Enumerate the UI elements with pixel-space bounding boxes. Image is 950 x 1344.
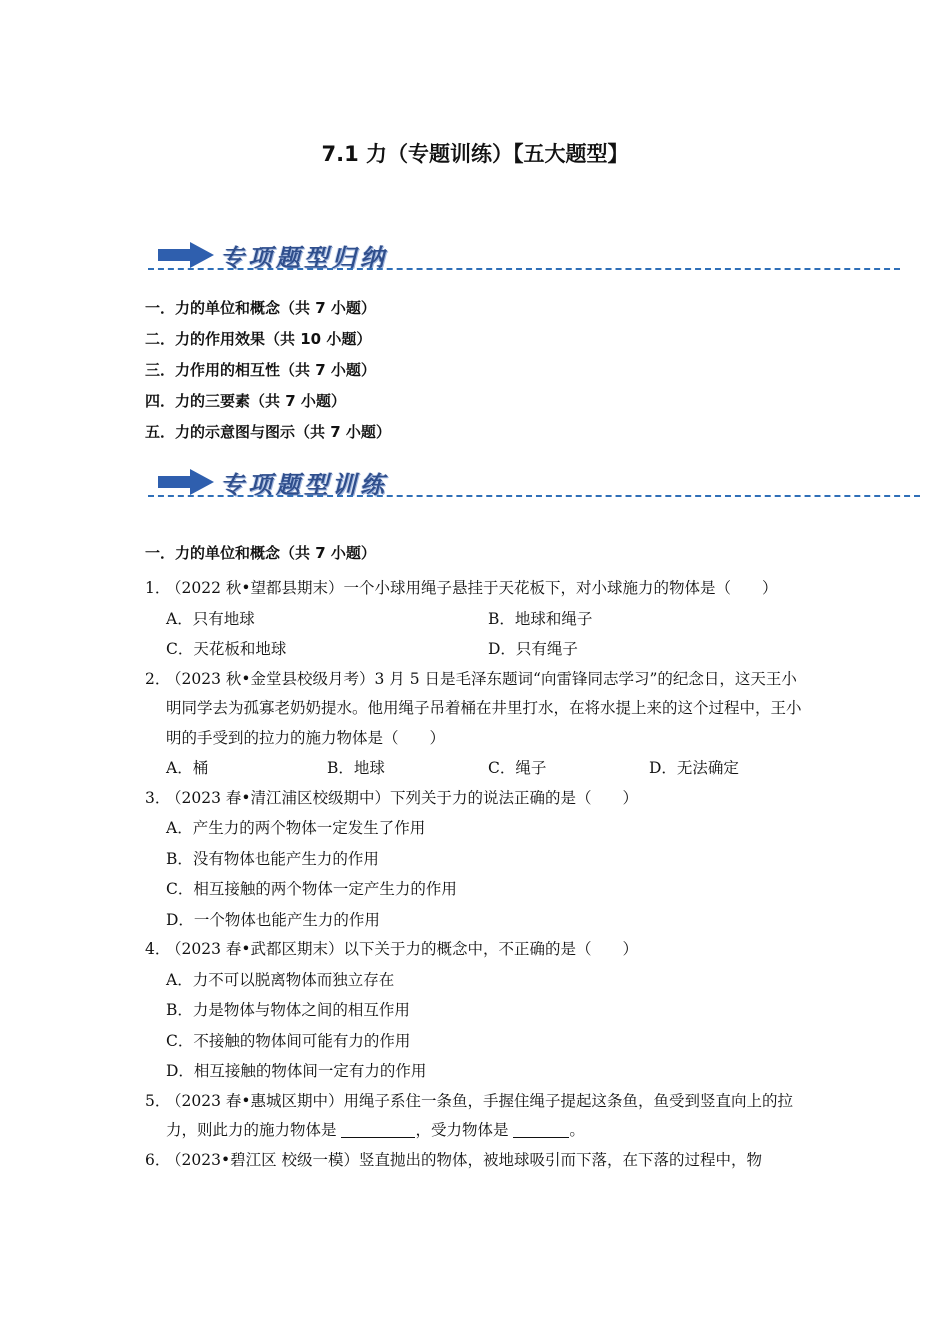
- page-title: 7.1 力（专题训练）【五大题型】: [321, 142, 629, 166]
- question-number: 6．: [145, 1150, 171, 1169]
- dashed-divider: [148, 495, 920, 497]
- section-heading: 一．力的单位和概念（共 7 小题）: [145, 544, 376, 562]
- question-3: [145, 784, 810, 814]
- question-text: （2023 春•清江浦区校级期中）下列关于力的说法正确的是（ ）: [166, 788, 639, 807]
- question-6: [145, 1146, 810, 1176]
- question-number: 1．: [145, 579, 171, 597]
- topic-item: 三．力作用的相互性（共 7 小题）: [145, 361, 376, 379]
- option-b: B．没有物体也能产生力的作用: [166, 849, 379, 868]
- section-banner-summary: [148, 238, 900, 278]
- options-4: [145, 965, 810, 1087]
- option-c: C．绳子: [488, 759, 547, 777]
- topic-item: 五．力的示意图与图示（共 7 小题）: [145, 423, 391, 441]
- option-b: B．地球: [327, 759, 385, 777]
- option-a: A．只有地球: [166, 609, 255, 628]
- banner-title-summary: 专项题型归纳: [220, 244, 388, 272]
- topic-item: 四．力的三要素（共 7 小题）: [145, 392, 346, 410]
- options-1: [145, 604, 810, 665]
- options-2: [145, 753, 810, 784]
- question-number: 3．: [145, 788, 171, 807]
- question-text: （2023 春•武都区期末）以下关于力的概念中，不正确的是（ ）: [166, 940, 639, 958]
- question-text-part: （2023 春•惠城区期中）用绳子系住一条鱼，手握住绳子提起这条鱼，鱼受到竖直向上的拉力，则此力的施力物体是: [166, 1091, 794, 1139]
- option-c: C．相互接触的两个物体一定产生力的作用: [166, 880, 457, 898]
- options-3: [145, 813, 810, 935]
- banner-title-training: 专项题型训练: [220, 471, 388, 499]
- option-d: D．相互接触的物体间一定有力的作用: [166, 1062, 427, 1080]
- right-arrow-icon: [158, 242, 214, 268]
- question-1: [145, 574, 810, 604]
- question-text: （2022 秋•望都县期末）一个小球用绳子悬挂于天花板下，对小球施力的物体是（ ）: [166, 579, 778, 597]
- question-5: [145, 1087, 810, 1146]
- option-c: C．天花板和地球: [166, 640, 287, 658]
- answer-blank[interactable]: [513, 1119, 569, 1138]
- answer-blank[interactable]: [341, 1119, 415, 1138]
- question-section: [145, 543, 810, 1175]
- right-arrow-icon: [158, 469, 214, 495]
- option-a: A．力不可以脱离物体而独立存在: [166, 970, 395, 989]
- option-d: D．一个物体也能产生力的作用: [166, 910, 380, 929]
- option-b: B．地球和绳子: [488, 609, 593, 628]
- option-d: D．无法确定: [649, 759, 739, 777]
- option-a: A．产生力的两个物体一定发生了作用: [166, 819, 426, 837]
- option-b: B．力是物体与物体之间的相互作用: [166, 1001, 410, 1019]
- topic-list: [145, 298, 391, 453]
- option-d: D．只有绳子: [488, 640, 578, 658]
- question-text: （2023•碧江区 校级一模）竖直抛出的物体，被地球吸引而下落，在下落的过程中，物: [166, 1150, 763, 1169]
- question-2: [145, 665, 810, 754]
- option-c: C．不接触的物体间可能有力的作用: [166, 1031, 411, 1050]
- section-banner-training: [148, 465, 920, 505]
- topic-item: 二．力的作用效果（共 10 小题）: [145, 330, 372, 348]
- question-text-part: 。: [569, 1121, 585, 1139]
- question-number: 2．: [145, 669, 171, 688]
- topic-item: 一．力的单位和概念（共 7 小题）: [145, 299, 376, 317]
- question-4: [145, 935, 810, 965]
- question-number: 4．: [145, 940, 171, 958]
- question-text: （2023 秋•金堂县校级月考）3 月 5 日是毛泽东题词“向雷锋同志学习”的纪念日，这天王小明同学去为孤寡老奶奶提水。他用绳子吊着桶在井里打水，在将水提上来的这个过程中，王小明的手受到的拉力的施力物体是（ ）: [166, 669, 802, 747]
- question-text-part: ，受力物体是: [415, 1121, 514, 1139]
- option-a: A．桶: [166, 759, 209, 777]
- dashed-divider: [148, 268, 900, 270]
- question-number: 5．: [145, 1091, 171, 1110]
